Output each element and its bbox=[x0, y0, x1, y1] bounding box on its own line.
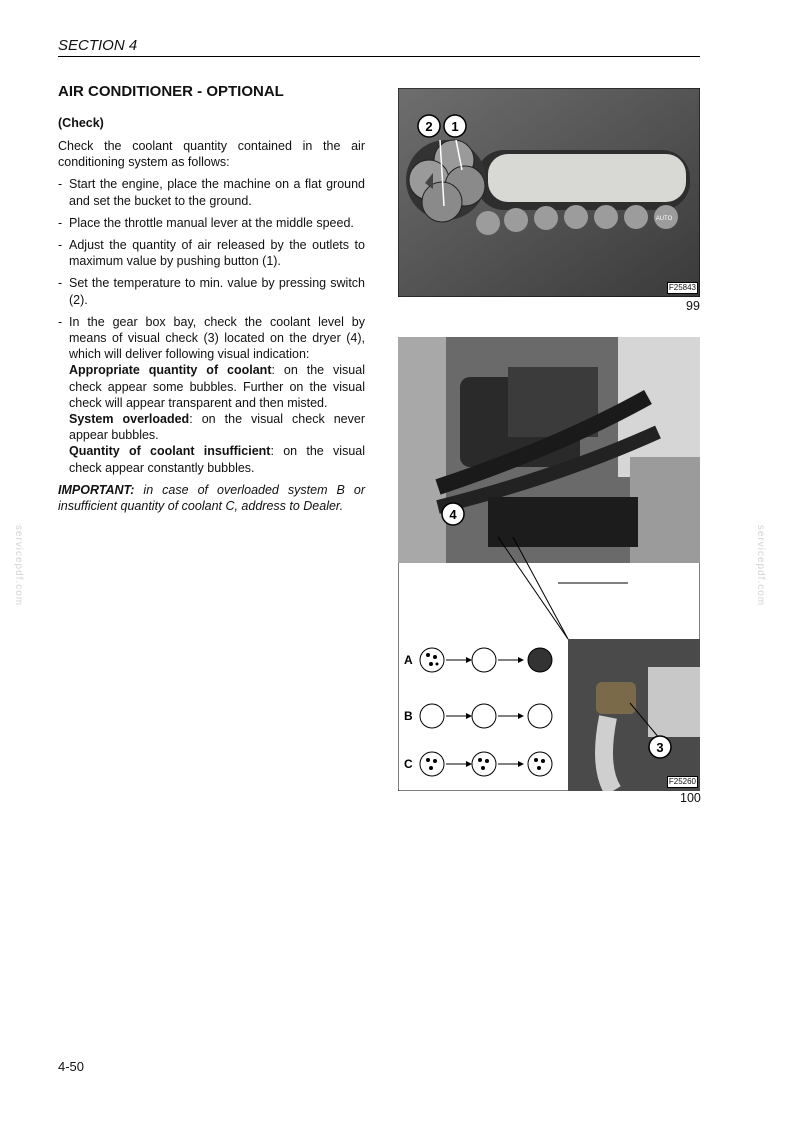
step-text: Start the engine, place the machine on a flat ground and set the bucket to the ground. bbox=[69, 177, 365, 208]
figure-code: F25260 bbox=[668, 777, 696, 786]
auto-button-label: AUTO bbox=[655, 216, 673, 222]
page-number: 4-50 bbox=[58, 1059, 85, 1074]
indication-label: Appropriate quantity of coolant bbox=[69, 363, 272, 378]
header-rule bbox=[58, 56, 700, 57]
intro-paragraph: Check the coolant quantity contained in the air conditioning system as follows: bbox=[58, 139, 365, 170]
step-text: Set the temperature to min. value by pressing switch (2). bbox=[69, 276, 365, 307]
important-text: in case of overloaded system B or insufficient quantity of coolant C, address to Dealer. bbox=[58, 482, 365, 514]
body-text bbox=[58, 138, 365, 520]
figure-code: F25843 bbox=[668, 283, 696, 292]
list-item: - Place the throttle manual lever at the middle speed. bbox=[58, 215, 365, 231]
step-text: In the gear box bay, check the coolant level by means of visual check (3) located on the dryer (4), which will deliver following visual indication: bbox=[69, 314, 365, 362]
watermark-right: servicepdf.com bbox=[755, 524, 767, 607]
indication-text: : on the visual check appear some bubbles. Further on the visual check will appear transparent and then misted. bbox=[69, 363, 365, 410]
section-header: SECTION 4 bbox=[58, 37, 138, 54]
indication-text: : on the visual check never appear bubbles. bbox=[69, 412, 366, 443]
page-title: AIR CONDITIONER - OPTIONAL bbox=[58, 83, 284, 100]
important-note bbox=[58, 482, 365, 514]
control-panel-illustration bbox=[398, 88, 700, 297]
figure-number: 100 bbox=[680, 791, 701, 805]
callout-3: 3 bbox=[656, 740, 664, 755]
list-item: - Set the temperature to min. value by pressing switch (2). bbox=[58, 276, 365, 307]
figure-99-control-panel bbox=[398, 88, 700, 297]
row-label-b: B bbox=[404, 709, 413, 723]
dryer-illustration bbox=[398, 337, 700, 791]
row-label-c: C bbox=[404, 757, 413, 771]
callout-2: 2 bbox=[425, 119, 433, 134]
list-item: - In the gear box bay, check the coolant level by means of visual check (3) located on the dryer (4), which will deliver following visual indication: Appropriate quantity of coolant: on the visual check appear some bubbles. Further on the visual check will appear transparent and then misted. System overloaded: on the visual check never appear bubbles. Quantity of coolant insufficient: on the visual check appear constantly bubbles. bbox=[58, 314, 366, 475]
important-label: IMPORTANT: bbox=[58, 482, 135, 497]
step-text: Adjust the quantity of air released by the outlets to maximum value by pushing button (1). bbox=[69, 238, 365, 269]
list-item: - Start the engine, place the machine on a flat ground and set the bucket to the ground. bbox=[58, 177, 365, 208]
callout-4: 4 bbox=[449, 507, 457, 522]
list-item: - Adjust the quantity of air released by the outlets to maximum value by pushing button (1). bbox=[58, 238, 365, 269]
watermark-left: servicepdf.com bbox=[13, 524, 25, 607]
indication-label: System overloaded bbox=[69, 412, 190, 427]
indication-label: Quantity of coolant insufficient bbox=[69, 444, 271, 459]
step-text: Place the throttle manual lever at the middle speed. bbox=[69, 215, 354, 230]
row-label-a: A bbox=[404, 653, 413, 667]
figure-number: 99 bbox=[686, 299, 700, 313]
callout-1: 1 bbox=[451, 119, 459, 134]
subtitle: (Check) bbox=[58, 116, 104, 130]
figure-100-dryer bbox=[398, 337, 700, 791]
indication-text: : on the visual check appear constantly bubbles. bbox=[69, 444, 365, 475]
